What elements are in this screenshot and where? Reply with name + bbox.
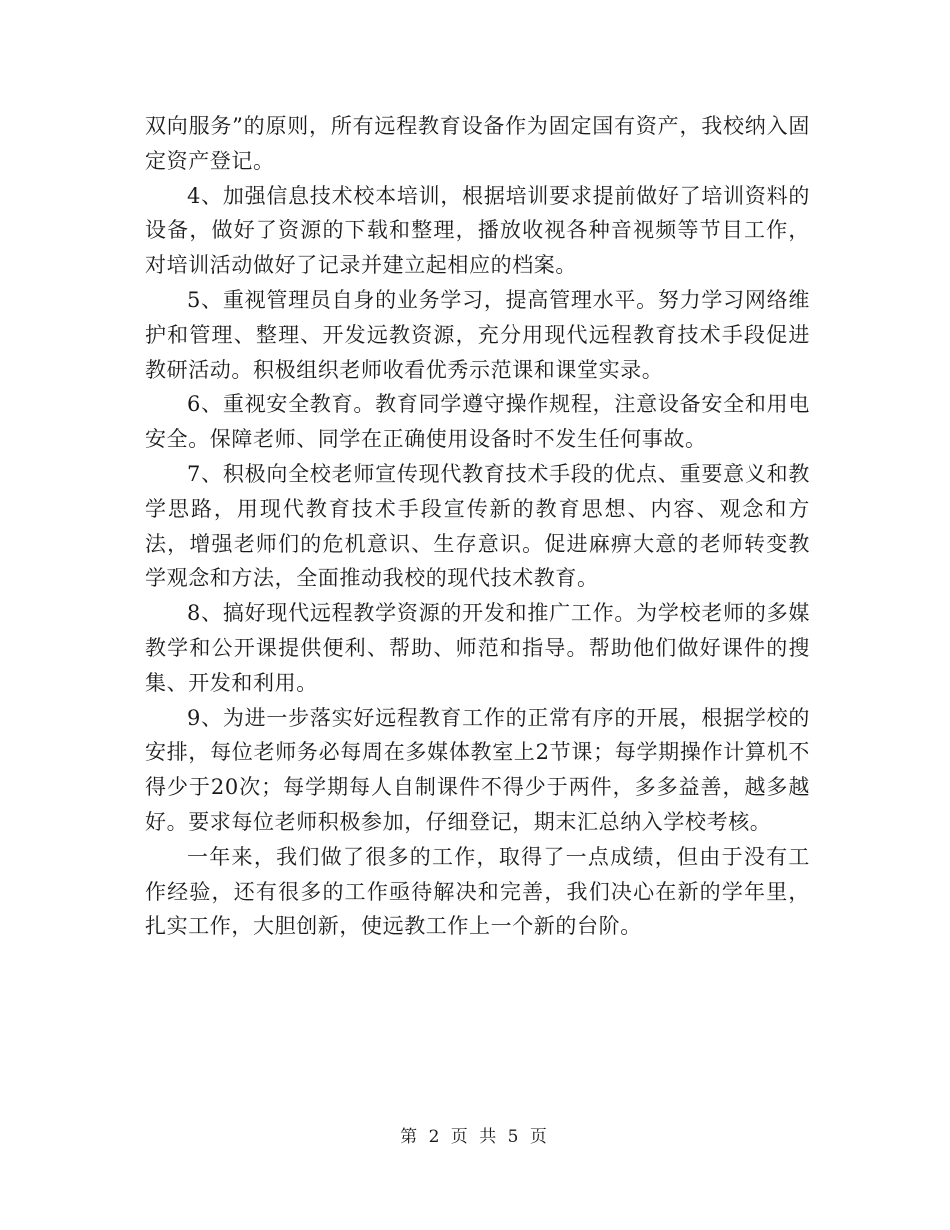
page-number-label: 第 2 页 共 5 页 [400, 1127, 550, 1147]
paragraph-item-7: 7、积极向全校老师宣传现代教育技术手段的优点、重要意义和教学思路，用现代教育技术手段宣传新的教育思想、内容、观念和方法，增强老师们的危机意识、生存意识。促进麻痹大意的老师转变教学观念和方法，全面推动我校的现代技术教育。 [145, 461, 810, 591]
paragraph-continuation: 双向服务”的原则，所有远程教育设备作为固定国有资产，我校纳入固定资产登记。 [145, 114, 810, 173]
page-footer [0, 1122, 950, 1147]
document-body [145, 109, 810, 944]
paragraph-item-9: 9、为进一步落实好远程教育工作的正常有序的开展，根据学校的安排，每位老师务必每周在多媒体教室上2节课；每学期操作计算机不得少于20次；每学期每人自制课件不得少于两件，多多益善，越多越好。要求每位老师积极参加，仔细登记，期末汇总纳入学校考核。 [145, 705, 810, 834]
paragraph-item-5: 5、重视管理员自身的业务学习，提高管理水平。努力学习网络维护和管理、整理、开发远教资源，充分用现代远程教育技术手段促进教研活动。积极组织老师收看优秀示范课和课堂实录。 [145, 287, 810, 382]
paragraph-item-4: 4、加强信息技术校本培训，根据培训要求提前做好了培训资料的设备，做好了资源的下载和整理，播放收视各种音视频等节目工作，对培训活动做好了记录并建立起相应的档案。 [145, 183, 810, 278]
paragraph-summary: 一年来，我们做了很多的工作，取得了一点成绩，但由于没有工作经验，还有很多的工作亟待解决和完善，我们决心在新的学年里，扎实工作，大胆创新，使远教工作上一个新的台阶。 [145, 844, 810, 939]
paragraph-item-8: 8、搞好现代远程教学资源的开发和推广工作。为学校老师的多媒教学和公开课提供便利、帮助、师范和指导。帮助他们做好课件的搜集、开发和利用。 [145, 601, 810, 695]
paragraph-item-6: 6、重视安全教育。教育同学遵守操作规程，注意设备安全和用电安全。保障老师、同学在正确使用设备时不发生任何事故。 [145, 392, 810, 452]
